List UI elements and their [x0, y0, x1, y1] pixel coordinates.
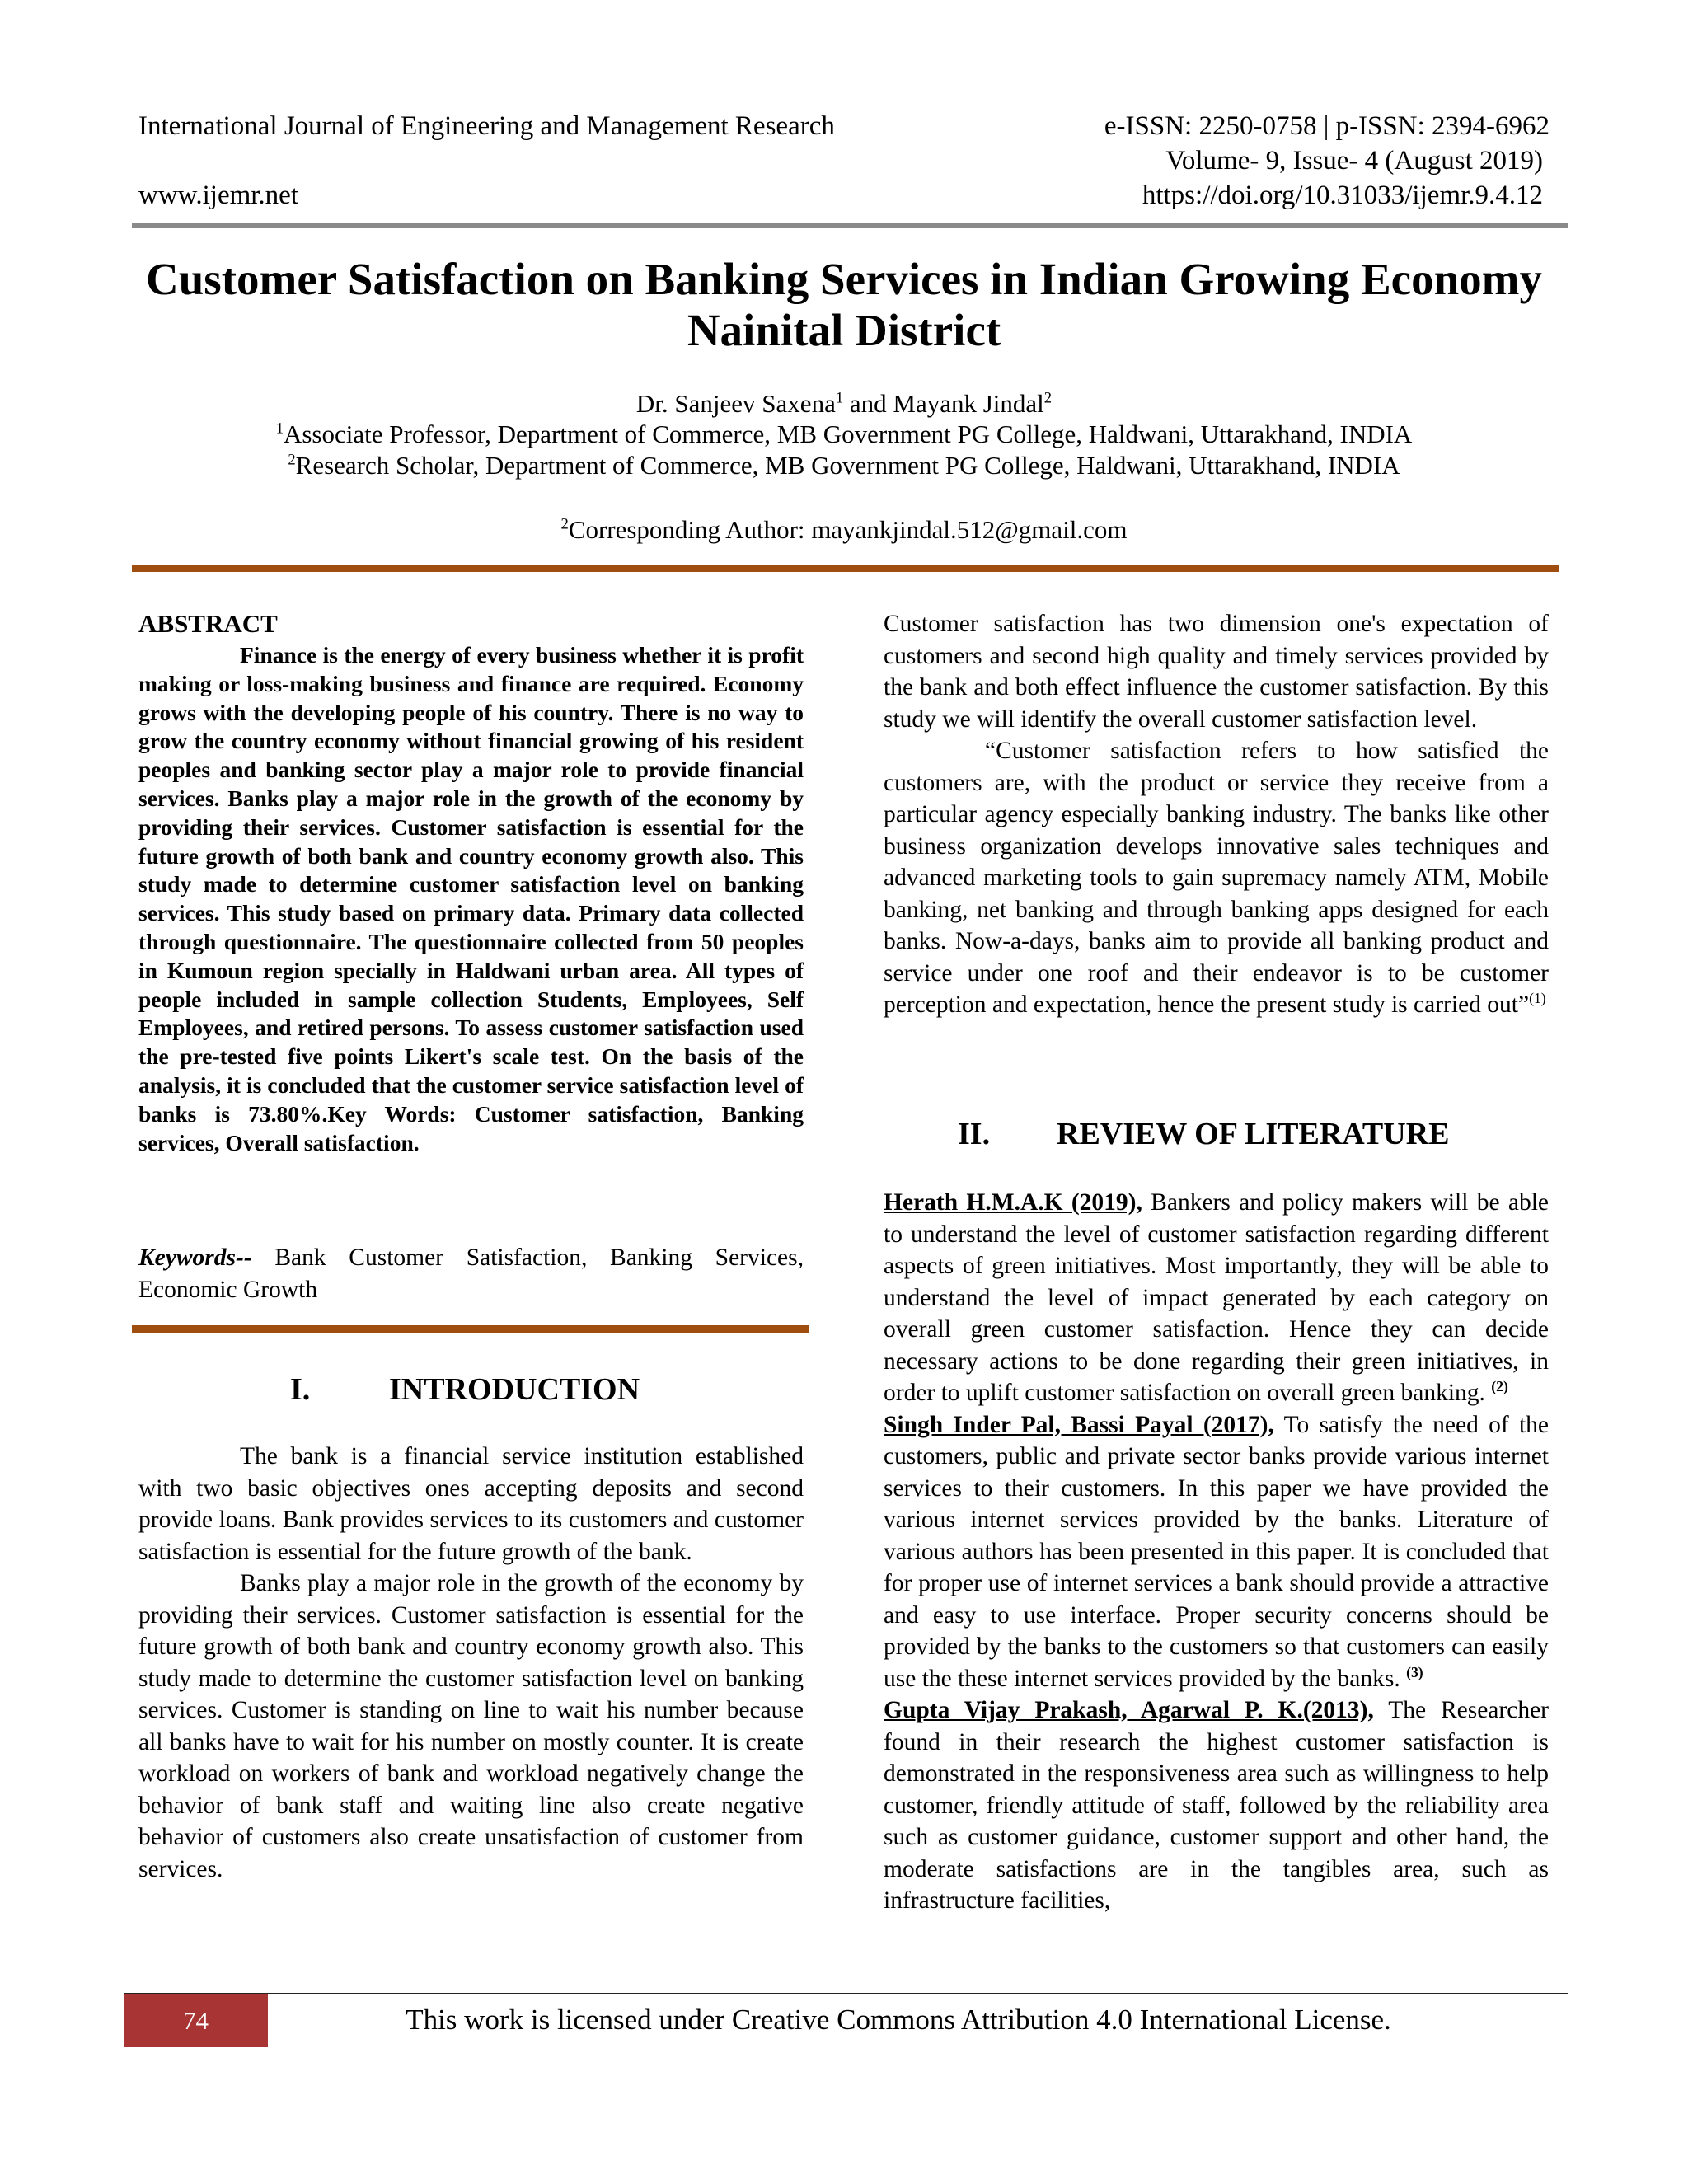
- right-paragraph-2: [884, 735, 1549, 1021]
- intro-heading: INTRODUCTION: [389, 1372, 640, 1407]
- affiliation-1: [99, 418, 1589, 450]
- title-line-1: Customer Satisfaction on Banking Services in Indian Growing Economy: [145, 254, 1543, 304]
- doi-link[interactable]: https://doi.org/10.31033/ijemr.9.4.12: [1142, 180, 1543, 210]
- affiliation-2-marker: 2: [288, 451, 296, 469]
- intro-body: [138, 1441, 804, 1885]
- corresponding-text: Corresponding Author: mayankjindal.512@gmail.com: [568, 515, 1128, 544]
- intro-number: I.: [290, 1372, 311, 1407]
- review-entry-1: [884, 1187, 1549, 1409]
- author-conjunction: and: [843, 389, 893, 418]
- author-1-marker: 1: [835, 389, 844, 407]
- review-body: [884, 1187, 1549, 1917]
- license-text: This work is licensed under Creative Commons Attribution 4.0 International License.: [406, 2004, 1391, 2036]
- corresponding-author: [99, 513, 1589, 546]
- review-author-1: Herath H.M.A.K (2019),: [884, 1189, 1142, 1216]
- abstract-text: Finance is the energy of every business whether it is profit making or loss-making business and finance are required. Economy grows with the developing people of his country. There is no way to grow the country economy without financial growing of his resident peoples and banking sector play a major role to provide financial services. Banks play a major role in the growth of the economy by providing their services. Customer satisfaction is essential for the future growth of both bank and country economy growth also. This study made to determine customer satisfaction level on banking services. This study based on primary data. Primary data collected through questionnaire. The questionnaire collected from 50 peoples in Kumoun region specially in Haldwani urban area. All types of people included in sample collection Students, Employees, Self Employees, and retired persons. To assess customer satisfaction used the pre-tested five points Likert's scale test. On the basis of the analysis, it is concluded that the customer service satisfaction level of banks is 73.80%.Key Words: Customer satisfaction, Banking services, Overall satisfaction.: [138, 642, 804, 1155]
- author-1: Dr. Sanjeev Saxena: [635, 389, 836, 418]
- title-rule: [132, 565, 1559, 572]
- keywords: [138, 1242, 804, 1305]
- paper-title: [99, 254, 1589, 356]
- author-2-marker: 2: [1043, 389, 1053, 407]
- review-entry-2: [884, 1409, 1549, 1695]
- intro-paragraph-1: The bank is a financial service institution established with two basic objectives ones accepting deposits and second provide loans. Bank provides services to its customers and customer satisfaction is essential for the future growth of the bank.: [138, 1443, 804, 1565]
- abstract-heading: ABSTRACT: [138, 609, 278, 638]
- issn: e-ISSN: 2250-0758 | p-ISSN: 2394-6962: [1104, 111, 1550, 141]
- review-heading: REVIEW OF LITERATURE: [1057, 1117, 1450, 1151]
- right-intro: [884, 608, 1549, 1021]
- right-paragraph-1: Customer satisfaction has two dimension one's expectation of customers and second high quality and timely services provided by the bank and both effect influence the customer satisfaction. By this study we will identify the overall customer satisfaction level.: [884, 611, 1549, 733]
- citation-3: (3): [1406, 1663, 1423, 1680]
- review-text-1: Bankers and policy makers will be able to understand the level of customer satisfaction regarding different aspects of green initiatives. Most importantly, they will be able to understand the level of impact generated by each category on overall green customer satisfaction. Hence they can decide necessary actions to be done regarding their green initiatives, in order to uplift customer satisfaction on overall green banking.: [884, 1189, 1549, 1406]
- footer-rule: [124, 1993, 1568, 1994]
- affiliation-1-text: Associate Professor, Department of Commerce, MB Government PG College, Haldwani, Uttarakhand, INDIA: [283, 419, 1413, 448]
- header-rule: [132, 223, 1568, 228]
- volume-issue: Volume- 9, Issue- 4 (August 2019): [1165, 146, 1543, 176]
- keywords-text: Bank Customer Satisfaction, Banking Services, Economic Growth: [138, 1244, 804, 1303]
- intro-paragraph-2: Banks play a major role in the growth of the economy by providing their services. Customer satisfaction is essential for the future growth of both bank and country economy growth also. This study made to determine the customer satisfaction level on banking services. Customer is standing on line to wait his number because all banks have to wait for his number on mostly counter. It is create workload on workers of bank and workload negatively change the behavior of bank staff and waiting line also create negative behavior of customers also create unsatisfaction of customer from services.: [138, 1570, 804, 1882]
- review-entry-3: [884, 1694, 1549, 1917]
- citation-1: (1): [1529, 990, 1546, 1007]
- corresponding-marker: 2: [560, 515, 569, 533]
- keywords-label: Keywords--: [138, 1244, 252, 1271]
- page-number: 74: [124, 1994, 268, 2047]
- right-paragraph-2-text: “Customer satisfaction refers to how satisfied the customers are, with the product or service they receive from a particular agency especially banking industry. The banks like other business organization develops innovative sales techniques and advanced marketing tools to gain supremacy namely ATM, Mobile banking, net banking and through banking apps designed for each banks. Now-a-days, banks aim to provide all banking product and service under one roof and their endeavor is to be customer perception and expectation, hence the present study is carried out”: [884, 738, 1549, 1018]
- review-author-2: Singh Inder Pal, Bassi Payal (2017),: [884, 1411, 1274, 1438]
- review-text-2: To satisfy the need of the customers, public and private sector banks provide various internet services to their customers. In this paper we have provided the various internet services provided by the banks. Literature of various authors has been presented in this paper. It is concluded that for proper use of internet services a bank should provide a attractive and easy to use interface. Proper security concerns should be provided by the banks to the customers so that customers can easily use the these internet services provided by the banks.: [884, 1411, 1549, 1692]
- abstract-rule: [132, 1325, 809, 1333]
- author-line: [99, 387, 1589, 419]
- website-link[interactable]: www.ijemr.net: [138, 180, 298, 210]
- affiliation-2: [99, 449, 1589, 481]
- affiliation-1-marker: 1: [275, 419, 284, 438]
- author-2: Mayank Jindal: [893, 389, 1044, 418]
- affiliation-2-text: Research Scholar, Department of Commerce, MB Government PG College, Haldwani, Uttarakhand, INDIA: [295, 451, 1400, 480]
- journal-name: International Journal of Engineering and Management Research: [138, 111, 835, 141]
- review-text-3: The Researcher found in their research the highest customer satisfaction is demonstrated in the responsiveness area such as willingness to help customer, friendly attitude of staff, followed by the reliability area such as customer guidance, customer support and other hand, the moderate satisfactions are in the tangibles area, such as infrastructure facilities,: [884, 1697, 1549, 1914]
- review-author-3: Gupta Vijay Prakash, Agarwal P. K.(2013),: [884, 1697, 1374, 1723]
- title-line-2: Nainital District: [687, 305, 1001, 355]
- review-number: II.: [958, 1117, 991, 1151]
- citation-2: (2): [1491, 1378, 1508, 1395]
